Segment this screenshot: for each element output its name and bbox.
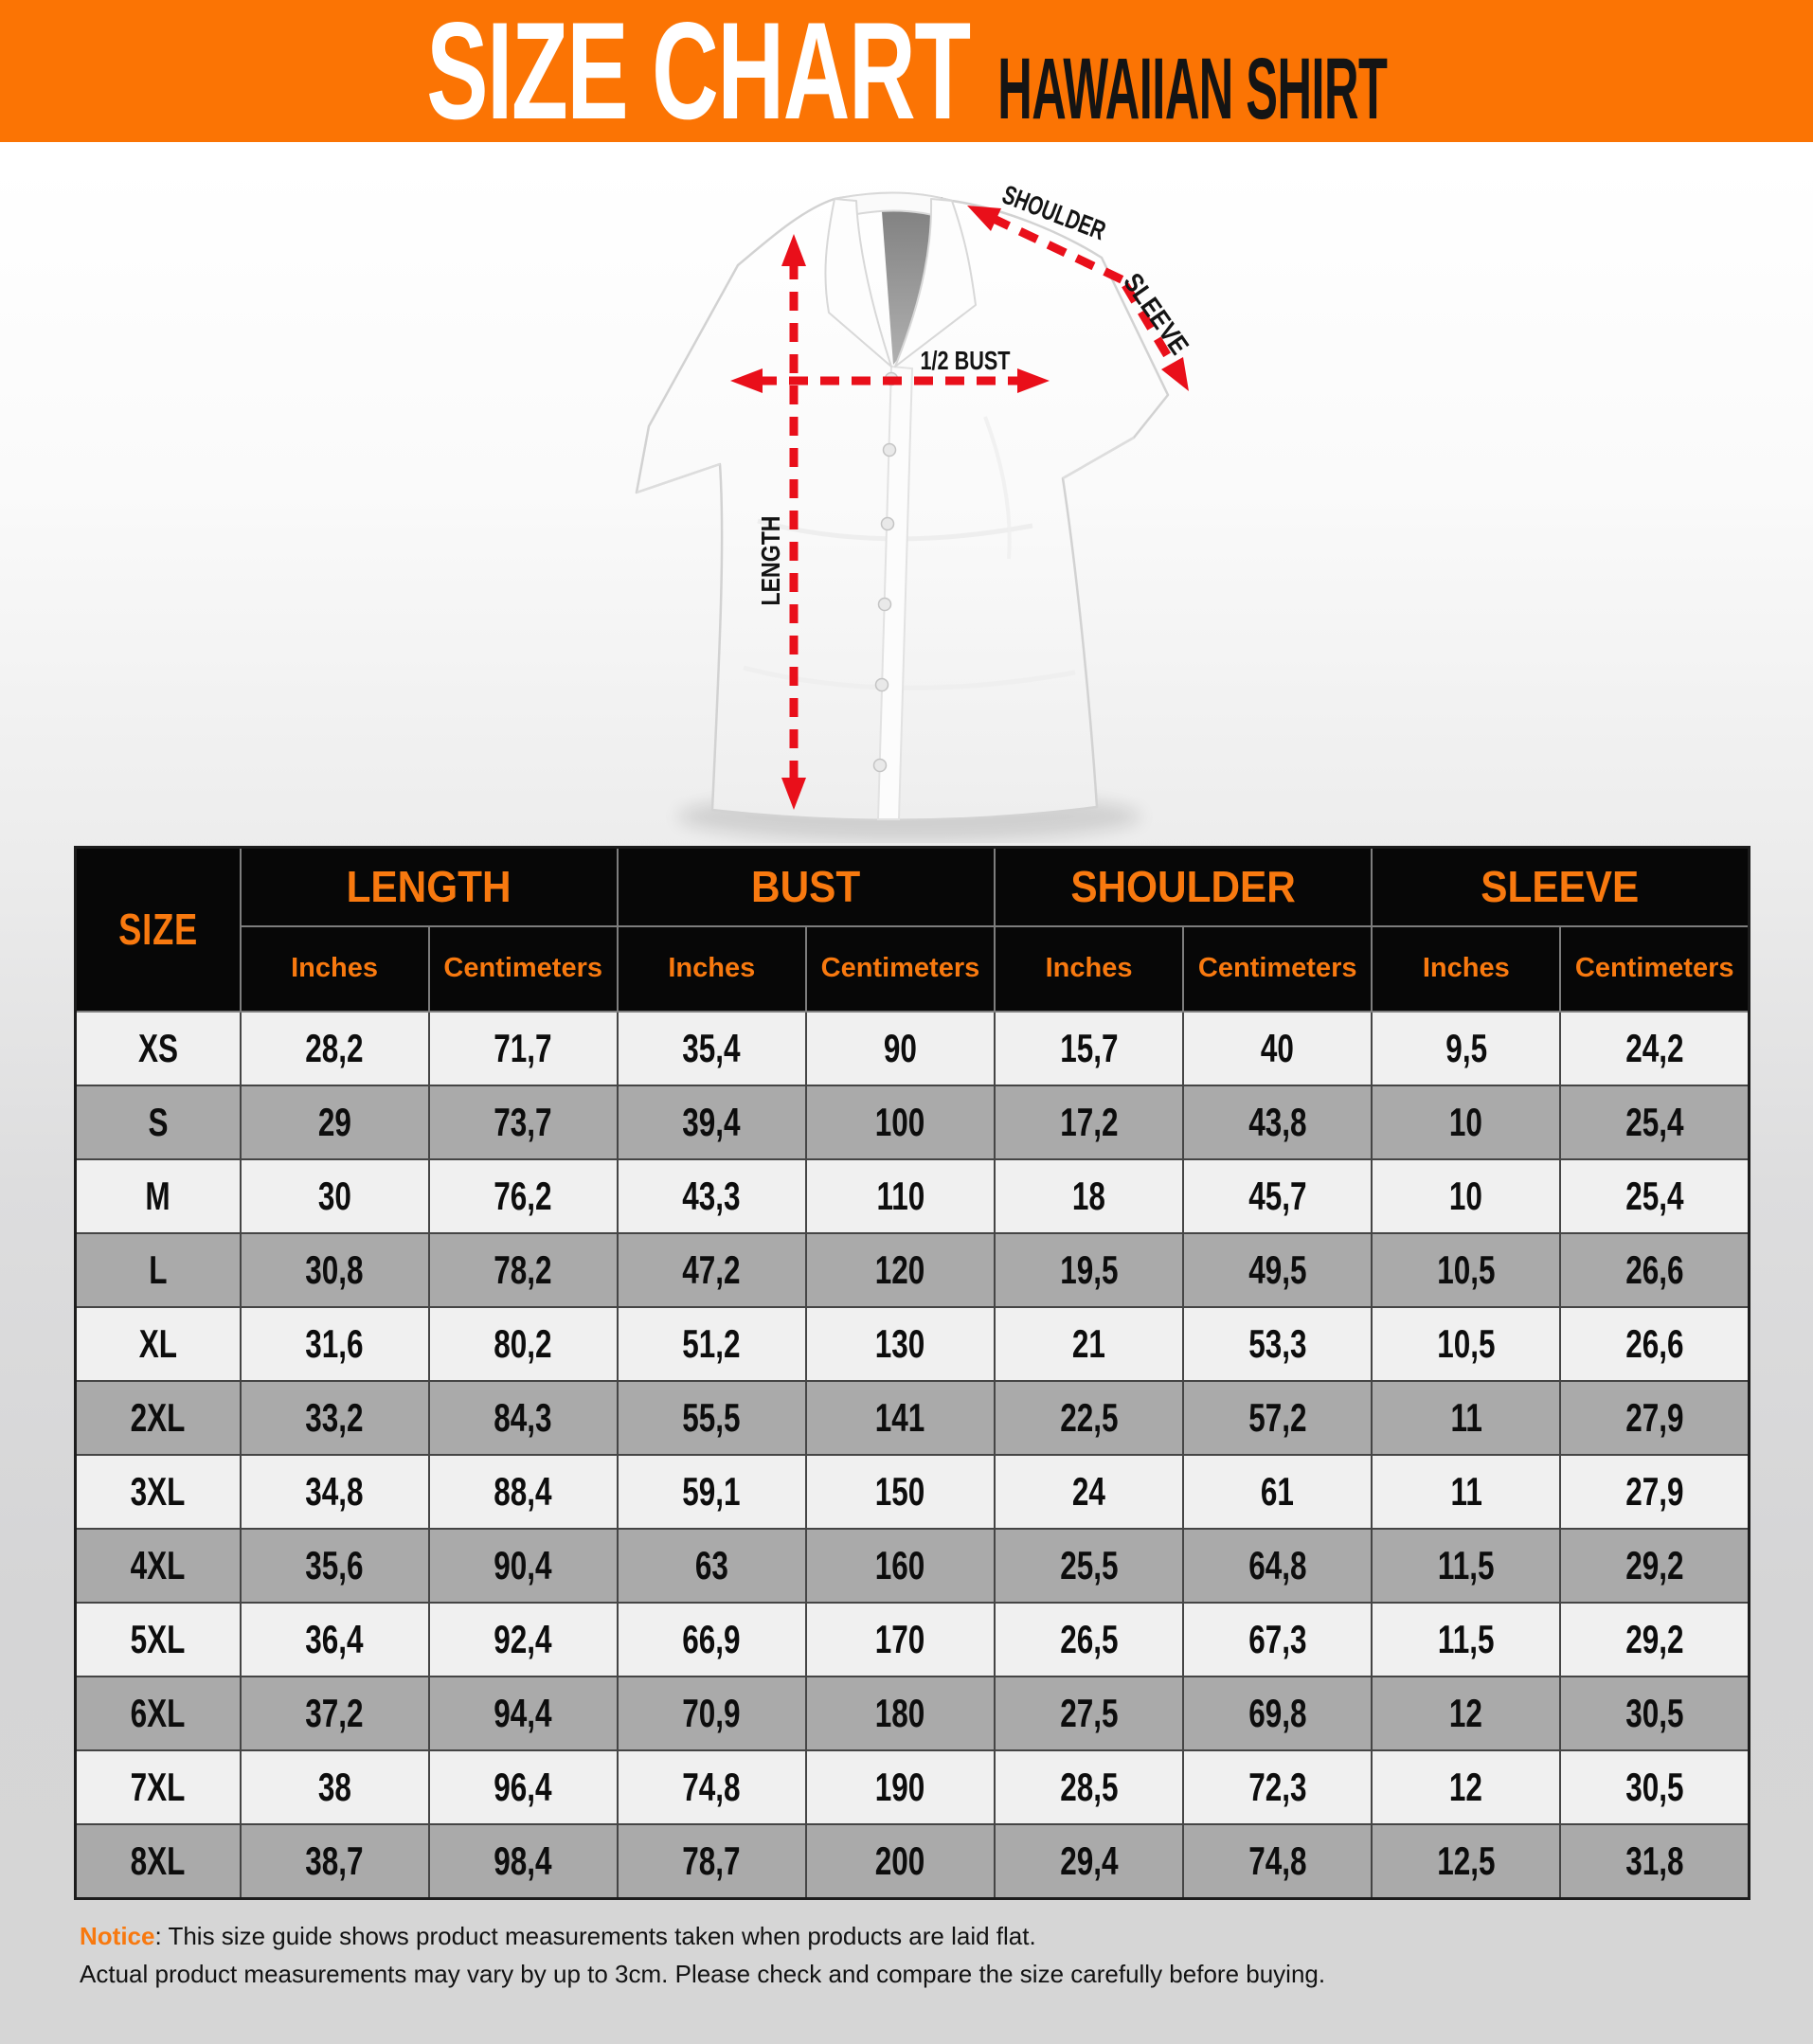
value-cell: 25,5	[995, 1529, 1183, 1603]
value-cell: 57,2	[1183, 1381, 1372, 1455]
value-cell: 25,4	[1560, 1085, 1749, 1159]
value-cell: 30	[241, 1159, 429, 1233]
value-cell: 29	[241, 1085, 429, 1159]
value-cell: 29,4	[995, 1824, 1183, 1899]
value-cell: 78,7	[618, 1824, 806, 1899]
size-table-container	[74, 846, 1750, 1900]
value-cell: 53,3	[1183, 1307, 1372, 1381]
notice	[80, 1917, 1325, 1993]
value-cell: 11	[1372, 1455, 1560, 1529]
value-cell: 130	[806, 1307, 995, 1381]
value-cell: 28,2	[241, 1012, 429, 1085]
value-cell: 45,7	[1183, 1159, 1372, 1233]
length-header-label: LENGTH	[346, 862, 512, 912]
size-cell: L	[76, 1233, 241, 1307]
value-cell: 12	[1372, 1676, 1560, 1750]
table-row-XL	[76, 1307, 1750, 1381]
value-cell: 43,8	[1183, 1085, 1372, 1159]
value-cell: 30,5	[1560, 1676, 1749, 1750]
size-table	[74, 846, 1750, 1900]
value-cell: 24	[995, 1455, 1183, 1529]
value-cell: 17,2	[995, 1085, 1183, 1159]
table-unit-header-row	[76, 926, 1750, 1012]
unit-label: Centimeters	[1197, 953, 1357, 983]
shirt-measurement-diagram	[587, 152, 1250, 843]
button	[879, 599, 891, 611]
button	[874, 760, 887, 772]
table-group-header-row	[76, 848, 1750, 926]
col-header-bust	[618, 848, 995, 926]
size-cell: 8XL	[76, 1824, 241, 1899]
col-header-shoulder	[995, 848, 1372, 926]
value-cell: 92,4	[429, 1603, 618, 1676]
notice-line-2: Actual product measurements may vary by up to 3cm. Please check and compare the size carefully before buying.	[80, 1960, 1326, 1988]
value-cell: 64,8	[1183, 1529, 1372, 1603]
shoulder-header-label: SHOULDER	[1070, 862, 1296, 912]
value-cell: 150	[806, 1455, 995, 1529]
col-header-bust-inches	[618, 926, 806, 1012]
value-cell: 39,4	[618, 1085, 806, 1159]
shirt-illustration	[637, 192, 1168, 819]
banner-text-row	[0, 0, 1813, 148]
value-cell: 100	[806, 1085, 995, 1159]
value-cell: 34,8	[241, 1455, 429, 1529]
value-cell: 141	[806, 1381, 995, 1455]
value-cell: 73,7	[429, 1085, 618, 1159]
col-header-length-centimeters	[429, 926, 618, 1012]
value-cell: 26,6	[1560, 1307, 1749, 1381]
value-cell: 59,1	[618, 1455, 806, 1529]
value-cell: 25,4	[1560, 1159, 1749, 1233]
value-cell: 120	[806, 1233, 995, 1307]
notice-line-1	[80, 1917, 1325, 1955]
value-cell: 11,5	[1372, 1529, 1560, 1603]
unit-label: Centimeters	[1574, 953, 1734, 983]
value-cell: 40	[1183, 1012, 1372, 1085]
col-header-shoulder-centimeters	[1183, 926, 1372, 1012]
value-cell: 18	[995, 1159, 1183, 1233]
value-cell: 38	[241, 1750, 429, 1824]
table-row-3XL	[76, 1455, 1750, 1529]
col-header-sleeve-inches	[1372, 926, 1560, 1012]
length-label: LENGTH	[756, 496, 785, 606]
value-cell: 90	[806, 1012, 995, 1085]
value-cell: 49,5	[1183, 1233, 1372, 1307]
value-cell: 12,5	[1372, 1824, 1560, 1899]
size-cell: 2XL	[76, 1381, 241, 1455]
value-cell: 160	[806, 1529, 995, 1603]
value-cell: 84,3	[429, 1381, 618, 1455]
value-cell: 31,8	[1560, 1824, 1749, 1899]
value-cell: 38,7	[241, 1824, 429, 1899]
value-cell: 55,5	[618, 1381, 806, 1455]
page-subtitle: HAWAIIAN SHIRT	[997, 41, 1388, 137]
value-cell: 31,6	[241, 1307, 429, 1381]
size-cell: XS	[76, 1012, 241, 1085]
table-row-2XL	[76, 1381, 1750, 1455]
table-row-8XL	[76, 1824, 1750, 1899]
value-cell: 74,8	[618, 1750, 806, 1824]
value-cell: 51,2	[618, 1307, 806, 1381]
value-cell: 98,4	[429, 1824, 618, 1899]
value-cell: 27,9	[1560, 1381, 1749, 1455]
value-cell: 26,6	[1560, 1233, 1749, 1307]
banner	[0, 0, 1813, 148]
value-cell: 190	[806, 1750, 995, 1824]
value-cell: 10	[1372, 1159, 1560, 1233]
col-header-sleeve-centimeters	[1560, 926, 1749, 1012]
table-row-M	[76, 1159, 1750, 1233]
value-cell: 35,4	[618, 1012, 806, 1085]
value-cell: 72,3	[1183, 1750, 1372, 1824]
value-cell: 10,5	[1372, 1233, 1560, 1307]
value-cell: 24,2	[1560, 1012, 1749, 1085]
table-row-6XL	[76, 1676, 1750, 1750]
value-cell: 74,8	[1183, 1824, 1372, 1899]
value-cell: 21	[995, 1307, 1183, 1381]
shoulder-label: SHOULDER	[998, 179, 1148, 260]
table-row-S	[76, 1085, 1750, 1159]
value-cell: 30,5	[1560, 1750, 1749, 1824]
size-cell: 4XL	[76, 1529, 241, 1603]
value-cell: 27,9	[1560, 1455, 1749, 1529]
value-cell: 94,4	[429, 1676, 618, 1750]
sleeve-arrowhead	[1161, 357, 1189, 391]
size-cell: 3XL	[76, 1455, 241, 1529]
size-cell: M	[76, 1159, 241, 1233]
value-cell: 43,3	[618, 1159, 806, 1233]
table-row-4XL	[76, 1529, 1750, 1603]
notice-label: Notice	[80, 1922, 155, 1950]
col-header-sleeve	[1372, 848, 1749, 926]
size-cell: 6XL	[76, 1676, 241, 1750]
button	[882, 518, 894, 530]
size-cell: S	[76, 1085, 241, 1159]
unit-label: Inches	[1045, 953, 1133, 983]
value-cell: 10	[1372, 1085, 1560, 1159]
value-cell: 37,2	[241, 1676, 429, 1750]
unit-label: Inches	[668, 953, 756, 983]
sleeve-header-label: SLEEVE	[1481, 862, 1640, 912]
size-cell: 7XL	[76, 1750, 241, 1824]
unit-label: Centimeters	[443, 953, 602, 983]
value-cell: 47,2	[618, 1233, 806, 1307]
value-cell: 19,5	[995, 1233, 1183, 1307]
page-title: SIZE CHART	[425, 0, 970, 148]
value-cell: 28,5	[995, 1750, 1183, 1824]
value-cell: 96,4	[429, 1750, 618, 1824]
value-cell: 69,8	[1183, 1676, 1372, 1750]
value-cell: 36,4	[241, 1603, 429, 1676]
sleeve-label: SLEEVE	[1118, 267, 1202, 370]
unit-label: Inches	[291, 953, 378, 983]
col-header-shoulder-inches	[995, 926, 1183, 1012]
value-cell: 35,6	[241, 1529, 429, 1603]
table-row-5XL	[76, 1603, 1750, 1676]
col-header-length-inches	[241, 926, 429, 1012]
value-cell: 70,9	[618, 1676, 806, 1750]
value-cell: 12	[1372, 1750, 1560, 1824]
value-cell: 88,4	[429, 1455, 618, 1529]
bust-header-label: BUST	[751, 862, 861, 912]
value-cell: 61	[1183, 1455, 1372, 1529]
value-cell: 29,2	[1560, 1529, 1749, 1603]
value-cell: 11,5	[1372, 1603, 1560, 1676]
value-cell: 30,8	[241, 1233, 429, 1307]
value-cell: 26,5	[995, 1603, 1183, 1676]
size-cell: XL	[76, 1307, 241, 1381]
bust-label: 1/2 BUST	[920, 346, 1011, 375]
col-header-length	[241, 848, 618, 926]
value-cell: 29,2	[1560, 1603, 1749, 1676]
value-cell: 33,2	[241, 1381, 429, 1455]
unit-label: Centimeters	[820, 953, 980, 983]
table-row-XS	[76, 1012, 1750, 1085]
table-row-7XL	[76, 1750, 1750, 1824]
unit-label: Inches	[1422, 953, 1510, 983]
col-header-bust-centimeters	[806, 926, 995, 1012]
value-cell: 22,5	[995, 1381, 1183, 1455]
value-cell: 66,9	[618, 1603, 806, 1676]
col-header-size	[76, 848, 241, 1012]
value-cell: 11	[1372, 1381, 1560, 1455]
value-cell: 200	[806, 1824, 995, 1899]
value-cell: 63	[618, 1529, 806, 1603]
value-cell: 67,3	[1183, 1603, 1372, 1676]
button	[884, 444, 896, 457]
table-row-L	[76, 1233, 1750, 1307]
value-cell: 110	[806, 1159, 995, 1233]
value-cell: 80,2	[429, 1307, 618, 1381]
value-cell: 180	[806, 1676, 995, 1750]
value-cell: 170	[806, 1603, 995, 1676]
value-cell: 10,5	[1372, 1307, 1560, 1381]
notice-line-1-text: : This size guide shows product measurements taken when products are laid flat.	[154, 1922, 1036, 1950]
value-cell: 15,7	[995, 1012, 1183, 1085]
value-cell: 27,5	[995, 1676, 1183, 1750]
value-cell: 90,4	[429, 1529, 618, 1603]
value-cell: 71,7	[429, 1012, 618, 1085]
value-cell: 78,2	[429, 1233, 618, 1307]
button	[876, 679, 889, 691]
value-cell: 76,2	[429, 1159, 618, 1233]
size-cell: 5XL	[76, 1603, 241, 1676]
size-header-label: SIZE	[117, 905, 198, 955]
value-cell: 9,5	[1372, 1012, 1560, 1085]
size-table-body	[76, 1012, 1750, 1899]
